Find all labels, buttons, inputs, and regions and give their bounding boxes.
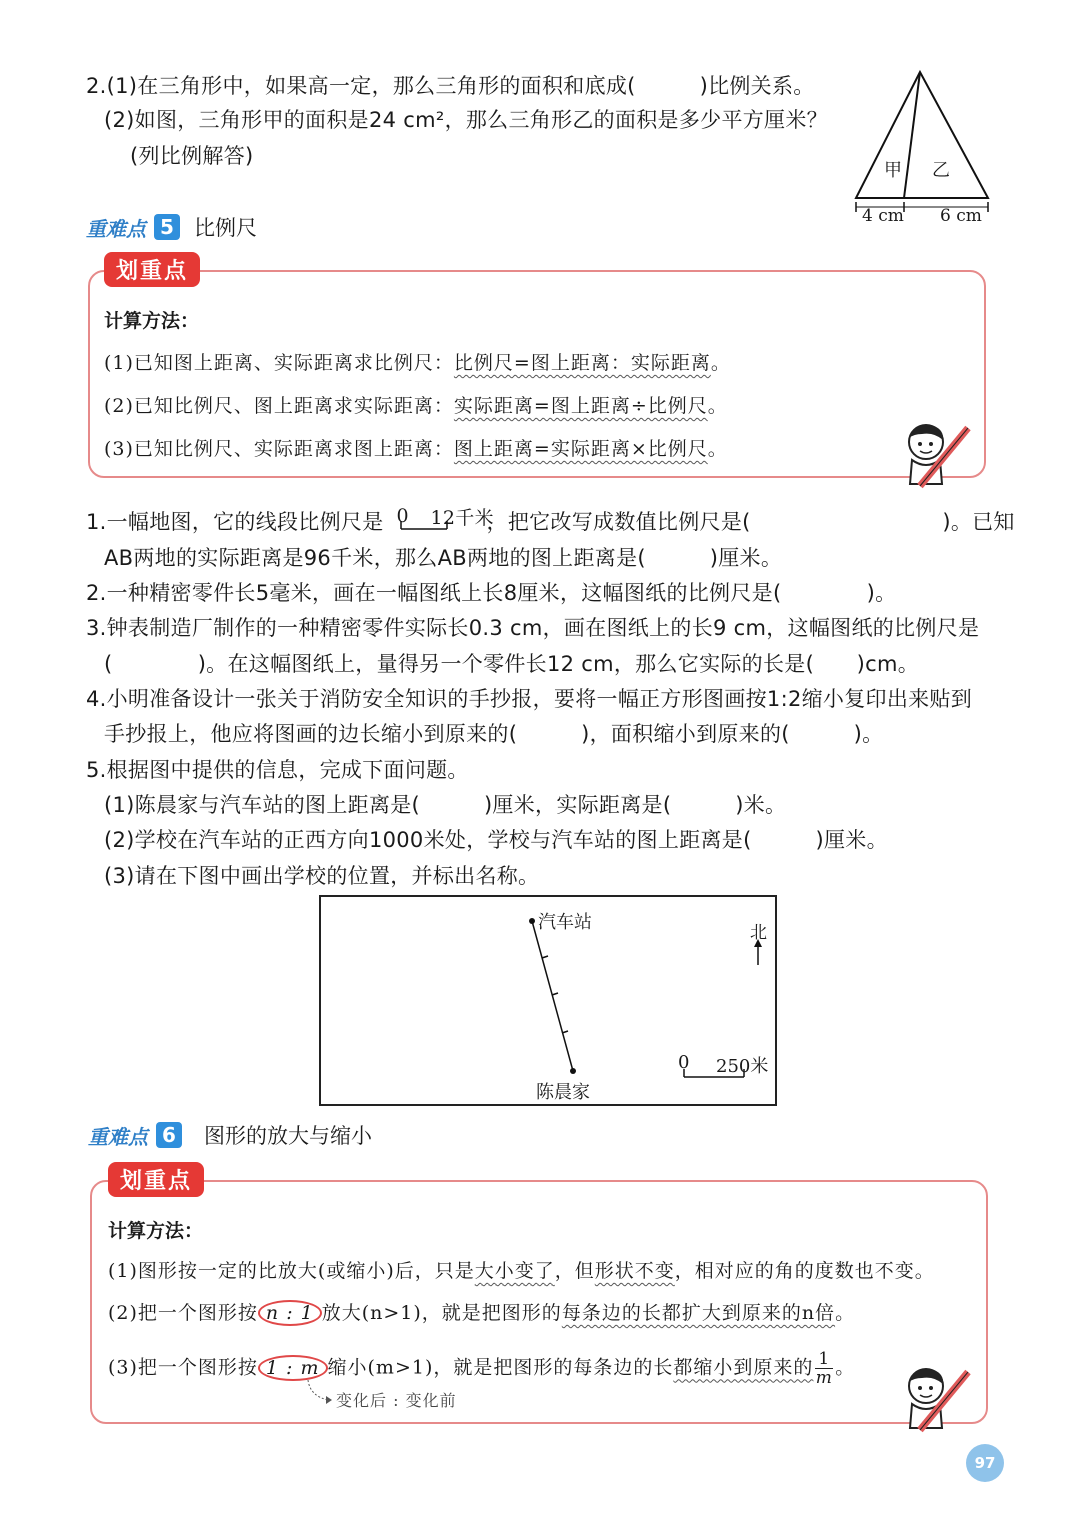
line1-formula: 比例尺=图上距离：实际距离: [453, 352, 711, 374]
line1-prefix: (1)已知图上距离、实际距离求比例尺：: [104, 352, 454, 374]
s6-l3-reduce-rule: 都缩小到原来的: [673, 1356, 814, 1379]
line2-end: 。: [707, 395, 728, 417]
section5-line-2: [104, 391, 728, 418]
page-number: 97: [966, 1444, 1004, 1482]
section5-line-3: [104, 434, 728, 461]
line1-end: 。: [710, 352, 731, 374]
section6-line-3: [108, 1350, 855, 1387]
triangle-base-left: 4 cm: [862, 206, 904, 226]
s6-l1-size-changed: 大小变了: [474, 1260, 555, 1282]
map-bus-station-label: 汽车站: [538, 912, 592, 933]
section5-line-1: [104, 348, 731, 375]
section5-ribbon: 划重点: [104, 252, 200, 287]
q1-scale-12km: 12千米: [430, 507, 494, 529]
section6-tag: 重难点: [88, 1124, 148, 1149]
q5-part3: (3)请在下图中画出学校的位置，并标出名称。: [104, 864, 540, 888]
q3-line2: ( )。在这幅图纸上，量得另一个零件长12 cm，那么它实际的长是( )cm。: [104, 652, 920, 676]
line3-prefix: (3)已知比例尺、实际距离求图上距离：: [104, 438, 454, 460]
section6-method-title: 计算方法：: [108, 1220, 204, 1242]
section6-number: 6: [156, 1122, 182, 1148]
q5-intro: 5.根据图中提供的信息，完成下面问题。: [86, 758, 469, 782]
q3-line1: 3.钟表制造厂制作的一种精密零件实际长0.3 cm，画在图纸上的长9 cm，这幅图纸的比例尺是: [86, 616, 980, 640]
s6-l3-frac-num: 1: [815, 1350, 833, 1369]
q4-line1: 4.小明准备设计一张关于消防安全知识的手抄报，要将一幅正方形图画按1:2缩小复印出来贴到: [86, 687, 973, 711]
q2-part3: (列比例解答): [130, 144, 254, 168]
s6-l3-ratio-circle: 1 : m: [258, 1355, 328, 1381]
section6-line-2: [108, 1298, 855, 1325]
triangle-label-jia: 甲: [884, 160, 902, 181]
section6-ribbon: 划重点: [108, 1162, 204, 1197]
q1-line2: AB两地的实际距离是96千米，那么AB两地的图上距离是( )厘米。: [104, 546, 783, 570]
s6-l1-c: ，相对应的角的度数也不变。: [674, 1260, 935, 1282]
section5-header: [86, 212, 257, 242]
line3-end: 。: [707, 438, 728, 460]
q5-part1: (1)陈晨家与汽车站的图上距离是( )厘米，实际距离是( )米。: [104, 793, 787, 817]
s6-l2-a: (2)把一个图形按: [108, 1302, 258, 1324]
mascot-icon-2: [898, 1362, 978, 1436]
s6-l1-shape-unchanged: 形状不变: [594, 1260, 675, 1282]
section6-change-note: 变化后 : 变化前: [336, 1391, 457, 1410]
section5-title: 比例尺: [194, 216, 257, 240]
s6-l2-end: 。: [835, 1302, 856, 1324]
section6-header: [88, 1120, 372, 1150]
map-north-label: 北: [750, 923, 767, 943]
q1-text-b: ，把它改写成数值比例尺是( )。已知: [486, 510, 1015, 534]
s6-l1-a: (1)图形按一定的比放大(或缩小)后，只是: [108, 1260, 475, 1282]
map-home-label: 陈晨家: [536, 1082, 590, 1103]
q1-line-scale: [391, 505, 494, 529]
section6-line-1: [108, 1256, 935, 1283]
s6-l1-b: ，但: [554, 1260, 595, 1282]
triangle-base-right: 6 cm: [940, 206, 982, 226]
line2-prefix: (2)已知比例尺、图上距离求实际距离：: [104, 395, 454, 417]
s6-l3-end: 。: [835, 1356, 856, 1379]
q2-scale: 2.一种精密零件长5毫米，画在一幅图纸上长8厘米，这幅图纸的比例尺是( )。: [86, 581, 897, 605]
s6-l3-frac-den: m: [815, 1368, 833, 1388]
s6-l2-b: 放大(n>1)，就是把图形的: [321, 1302, 562, 1324]
section5-method-title: 计算方法：: [104, 310, 200, 332]
change-arrow-icon: [300, 1378, 340, 1408]
map-scale-zero: 0: [678, 1052, 690, 1073]
q1-text-a: 1.一幅地图，它的线段比例尺是: [86, 510, 384, 534]
mascot-icon: [898, 418, 978, 492]
q2-part2: (2)如图，三角形甲的面积是24 cm²，那么三角形乙的面积是多少平方厘米？: [104, 108, 828, 132]
triangle-label-yi: 乙: [932, 160, 950, 181]
s6-l2-ratio-circle: n : 1: [258, 1300, 322, 1326]
section5-number: 5: [154, 214, 180, 240]
line2-formula: 实际距离=图上距离÷比例尺: [453, 395, 708, 417]
section5-tag: 重难点: [86, 216, 146, 241]
q1-scale-zero: 0: [396, 505, 409, 527]
s6-l3-b: 缩小(m>1)，就是把图形的每条边的长: [327, 1356, 674, 1379]
q1-line1: [86, 506, 1015, 536]
line3-formula: 图上距离=实际距离×比例尺: [453, 438, 708, 460]
section6-title: 图形的放大与缩小: [204, 1124, 372, 1148]
map-scale-250m: 250米: [716, 1056, 769, 1077]
q4-line2: 手抄报上，他应将图画的边长缩小到原来的( )，面积缩小到原来的( )。: [104, 722, 884, 746]
q2-part1: 2.(1)在三角形中，如果高一定，那么三角形的面积和底成( )比例关系。: [86, 74, 815, 98]
q5-part2: (2)学校在汽车站的正西方向1000米处，学校与汽车站的图上距离是( )厘米。: [104, 828, 888, 852]
s6-l3-fraction: [815, 1350, 833, 1387]
s6-l3-a: (3)把一个图形按: [108, 1356, 258, 1379]
s6-l2-enlarge-rule: 每条边的长都扩大到原来的n倍: [561, 1302, 836, 1324]
